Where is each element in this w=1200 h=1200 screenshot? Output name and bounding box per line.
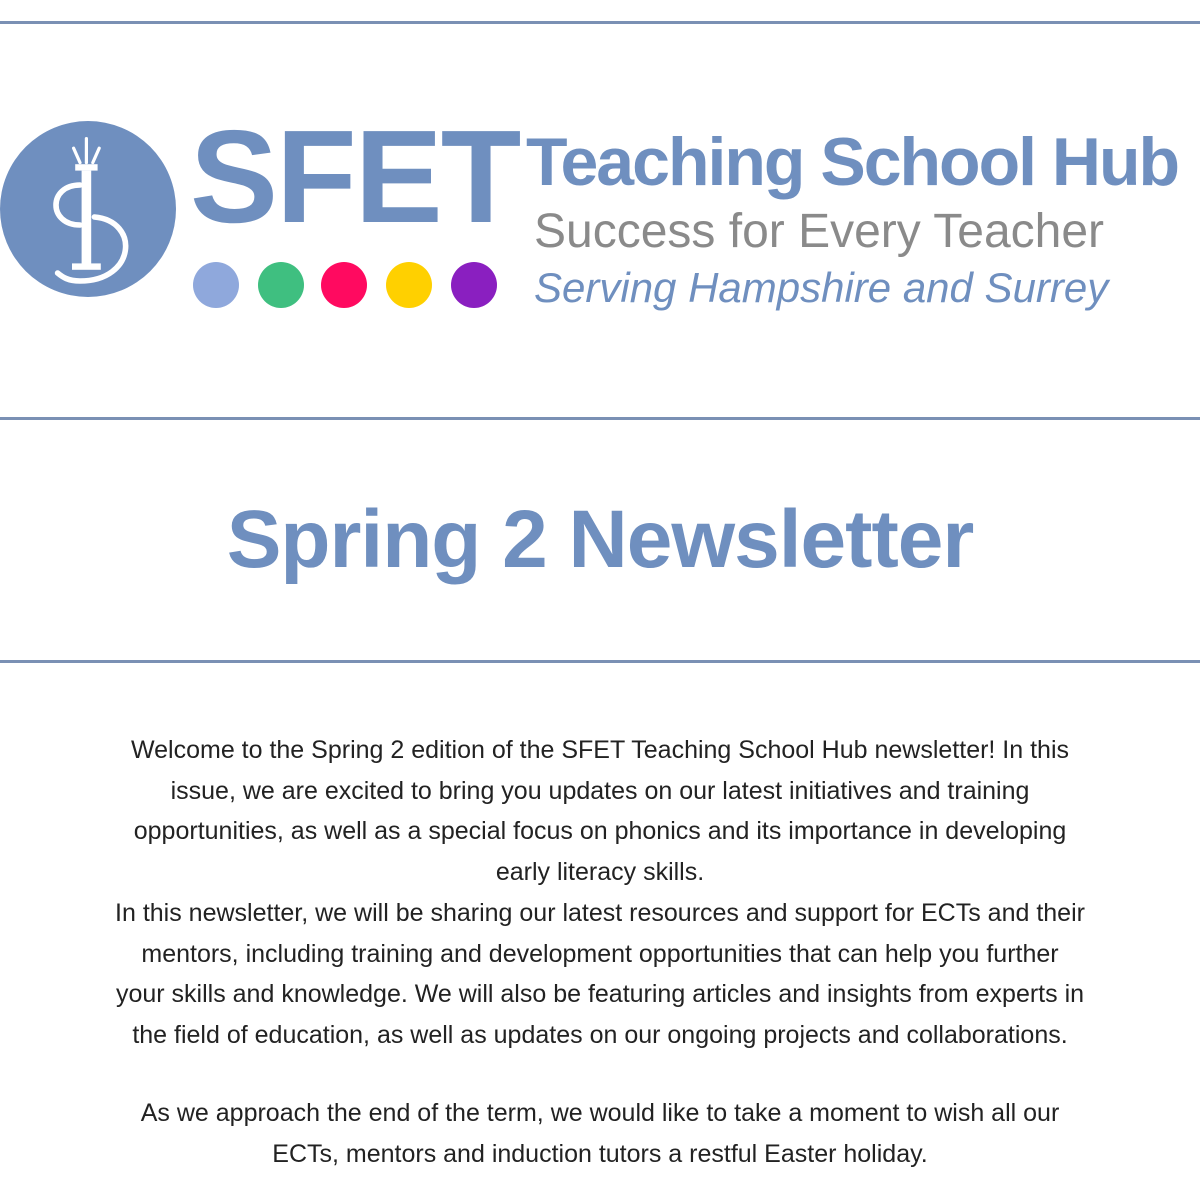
text-line: early literacy skills. bbox=[495, 858, 705, 887]
intro-paragraph bbox=[0, 730, 1200, 1056]
header-divider bbox=[0, 417, 1200, 420]
logo-dot-yellow bbox=[386, 262, 432, 308]
text-line: the field of education, as well as updates on our ongoing projects and collaborations. bbox=[132, 1020, 1068, 1049]
text-line: your skills and knowledge. We will also be featuring articles and insights from experts in bbox=[115, 980, 1085, 1009]
logo-dot-green bbox=[258, 262, 304, 308]
text-line: As we approach the end of the term, we would like to take a moment to wish all our bbox=[140, 1099, 1060, 1127]
newsletter-title: Spring 2 Newsletter bbox=[226, 494, 974, 585]
text-line: In this newsletter, we will be sharing our latest resources and support for ECTs and their bbox=[115, 898, 1085, 927]
title-divider bbox=[0, 660, 1200, 663]
text-line: issue, we are excited to bring you updates on our latest initiatives and training bbox=[170, 776, 1030, 805]
logo-wordmark: SFET bbox=[190, 103, 520, 250]
logo-dot-pink bbox=[321, 262, 367, 308]
hub-tagline: Success for Every Teacher bbox=[534, 205, 1105, 258]
text-line: Welcome to the Spring 2 edition of the SFET Teaching School Hub newsletter! In this bbox=[130, 736, 1070, 764]
closing-paragraph bbox=[0, 1093, 1200, 1174]
torch-monogram-icon bbox=[0, 121, 176, 297]
hub-name: Teaching School Hub bbox=[526, 124, 1179, 200]
logo-dot-blue bbox=[193, 262, 239, 308]
logo-dot-purple bbox=[451, 262, 497, 308]
text-line: ECTs, mentors and induction tutors a restful Easter holiday. bbox=[272, 1139, 928, 1168]
top-divider bbox=[0, 21, 1200, 24]
hub-region: Serving Hampshire and Surrey bbox=[534, 264, 1109, 311]
text-line: opportunities, as well as a special focus on phonics and its importance in developing bbox=[133, 817, 1067, 846]
text-line: mentors, including training and development opportunities that can help you further bbox=[141, 939, 1059, 968]
